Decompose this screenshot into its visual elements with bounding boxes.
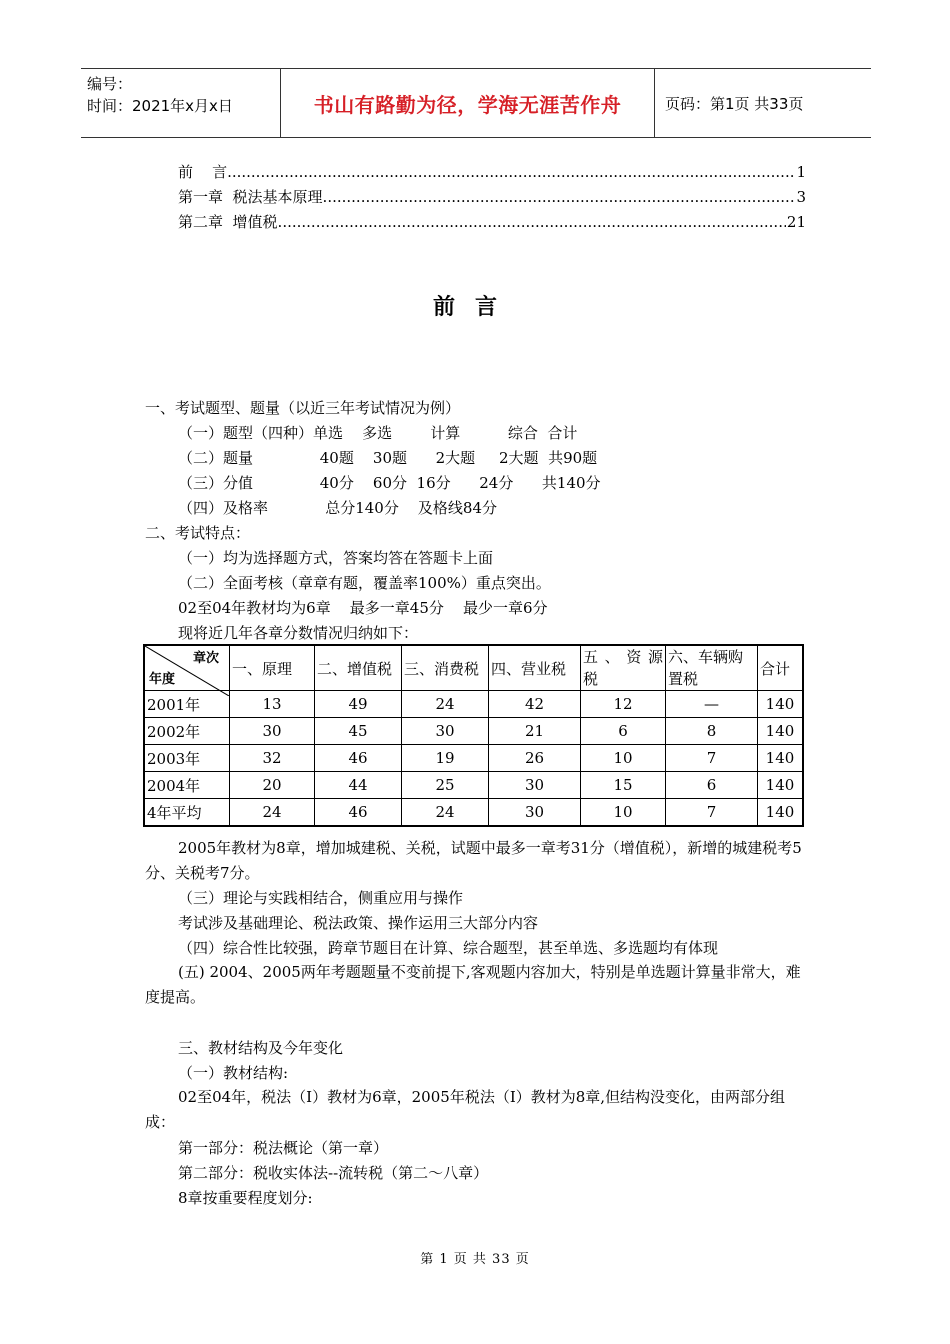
score-cell: 24	[402, 691, 489, 718]
score-cell: 10	[581, 745, 666, 772]
toc-label: 前 言	[178, 163, 228, 181]
score-cell: 42	[489, 691, 581, 718]
score-cell: 26	[489, 745, 581, 772]
score-cell: 6	[581, 718, 666, 745]
body-paragraph: (五) 2004、2005两年考题题量不变前提下,客观题内容加大，特别是单选题计算量非常大，难度提高。	[145, 963, 801, 1006]
score-cell: 30	[489, 772, 581, 799]
column-header: 三、消费税	[402, 645, 489, 691]
toc-leader	[278, 212, 786, 232]
toc-page: 21	[786, 213, 806, 231]
year-cell: 2004年	[144, 772, 230, 799]
table-row	[144, 691, 803, 718]
body-line: （四）综合性比较强，跨章节题目在计算、综合题型，甚至单选、多选题均有体现	[178, 939, 719, 957]
serial-label: 编号：	[87, 75, 133, 93]
score-cell: 13	[230, 691, 315, 718]
table-row	[144, 772, 803, 799]
toc-entry[interactable]	[178, 212, 806, 232]
body-line: 第二部分：税收实体法--流转税（第二～八章）	[178, 1164, 489, 1182]
score-cell: 7	[666, 799, 758, 827]
table-row	[144, 718, 803, 745]
page-header	[81, 68, 871, 138]
column-header: 六、车辆购置税	[666, 645, 758, 691]
score-cell: 6	[666, 772, 758, 799]
section-heading: 二、考试特点：	[145, 524, 251, 542]
score-cell: 24	[402, 799, 489, 827]
score-cell: 140	[758, 718, 804, 745]
body-line: 02至04年教材均为6章 最多一章45分 最少一章6分	[178, 599, 548, 617]
score-cell: 8	[666, 718, 758, 745]
body-paragraph: 02至04年，税法（Ⅰ）教材为6章，2005年税法（Ⅰ）教材为8章,但结构没变化，由两部分组成：	[145, 1088, 786, 1131]
body-line: （三）理论与实践相结合，侧重应用与操作	[178, 889, 464, 907]
year-cell: 4年平均	[144, 799, 230, 827]
exam-type-row: （一）题型（四种）单选 多选 计算 综合 合计	[178, 424, 578, 442]
corner-bottom-label: 年度	[149, 672, 176, 687]
corner-top-label: 章次	[192, 651, 219, 666]
score-cell: 30	[402, 718, 489, 745]
score-cell: 49	[315, 691, 402, 718]
score-cell: 30	[489, 799, 581, 827]
column-header: 四、营业税	[489, 645, 581, 691]
score-cell: 32	[230, 745, 315, 772]
header-page-info: 页码：第1页 共33页	[665, 94, 804, 113]
column-header: 二、增值税	[315, 645, 402, 691]
exam-type-row: （四）及格率 总分140分 及格线84分	[178, 499, 498, 517]
header-meta	[81, 69, 281, 137]
score-cell: 44	[315, 772, 402, 799]
toc-label: 第二章 增值税	[178, 213, 278, 231]
body-line: （二）全面考核（章章有题，覆盖率100%）重点突出。	[178, 574, 551, 592]
page-footer: 第 1 页 共 33 页	[420, 1252, 530, 1267]
body-line: 8章按重要程度划分:	[178, 1189, 313, 1207]
table-corner-cell	[144, 645, 230, 691]
year-cell: 2003年	[144, 745, 230, 772]
toc-label: 第一章 税法基本原理	[178, 188, 323, 206]
score-cell: 7	[666, 745, 758, 772]
body-line: 现将近几年各章分数情况归纳如下：	[178, 624, 419, 642]
score-table	[143, 644, 804, 827]
toc-entry[interactable]	[178, 162, 806, 182]
column-header: 合计	[758, 645, 804, 691]
table-row	[144, 745, 803, 772]
exam-type-row: （三）分值 40分 60分 16分 24分 共140分	[178, 474, 601, 492]
column-header: 五 、 资 源 税	[581, 645, 666, 691]
score-cell: 46	[315, 745, 402, 772]
toc-leader	[227, 162, 795, 182]
header-motto: 书山有路勤为径，学海无涯苦作舟	[281, 69, 655, 137]
score-cell: 140	[758, 745, 804, 772]
score-cell: 46	[315, 799, 402, 827]
time-label: 时间：2021年x月x日	[87, 97, 233, 115]
exam-type-row: （二）题量 40题 30题 2大题 2大题 共90题	[178, 449, 598, 467]
score-cell: 30	[230, 718, 315, 745]
score-cell: 15	[581, 772, 666, 799]
toc-leader	[323, 187, 796, 207]
body-line: 第一部分：税法概论（第一章）	[178, 1139, 389, 1157]
toc-entry[interactable]	[178, 187, 806, 207]
body-line: （一）均为选择题方式，答案均答在答题卡上面	[178, 549, 494, 567]
page-title: 前言	[432, 295, 517, 320]
score-cell: 19	[402, 745, 489, 772]
body-line: 考试涉及基础理论、税法政策、操作运用三大部分内容	[178, 914, 539, 932]
toc-page: 1	[796, 163, 806, 181]
score-cell: 24	[230, 799, 315, 827]
body-line: （一）教材结构:	[178, 1064, 289, 1082]
score-cell: 140	[758, 799, 804, 827]
score-cell: 140	[758, 691, 804, 718]
score-cell: 140	[758, 772, 804, 799]
score-cell: —	[666, 691, 758, 718]
table-header-row	[144, 645, 803, 691]
section-heading: 三、教材结构及今年变化	[178, 1039, 344, 1057]
score-cell: 10	[581, 799, 666, 827]
score-cell: 21	[489, 718, 581, 745]
year-cell: 2002年	[144, 718, 230, 745]
column-header: 一、原理	[230, 645, 315, 691]
score-cell: 12	[581, 691, 666, 718]
section-heading: 一、考试题型、题量（以近三年考试情况为例）	[145, 399, 461, 417]
body-paragraph: 2005年教材为8章，增加城建税、关税，试题中最多一章考31分（增值税），新增的城建税考5分、关税考7分。	[145, 839, 802, 882]
score-cell: 45	[315, 718, 402, 745]
year-cell: 2001年	[144, 691, 230, 718]
score-cell: 20	[230, 772, 315, 799]
table-row	[144, 799, 803, 827]
toc-page: 3	[796, 188, 806, 206]
score-cell: 25	[402, 772, 489, 799]
